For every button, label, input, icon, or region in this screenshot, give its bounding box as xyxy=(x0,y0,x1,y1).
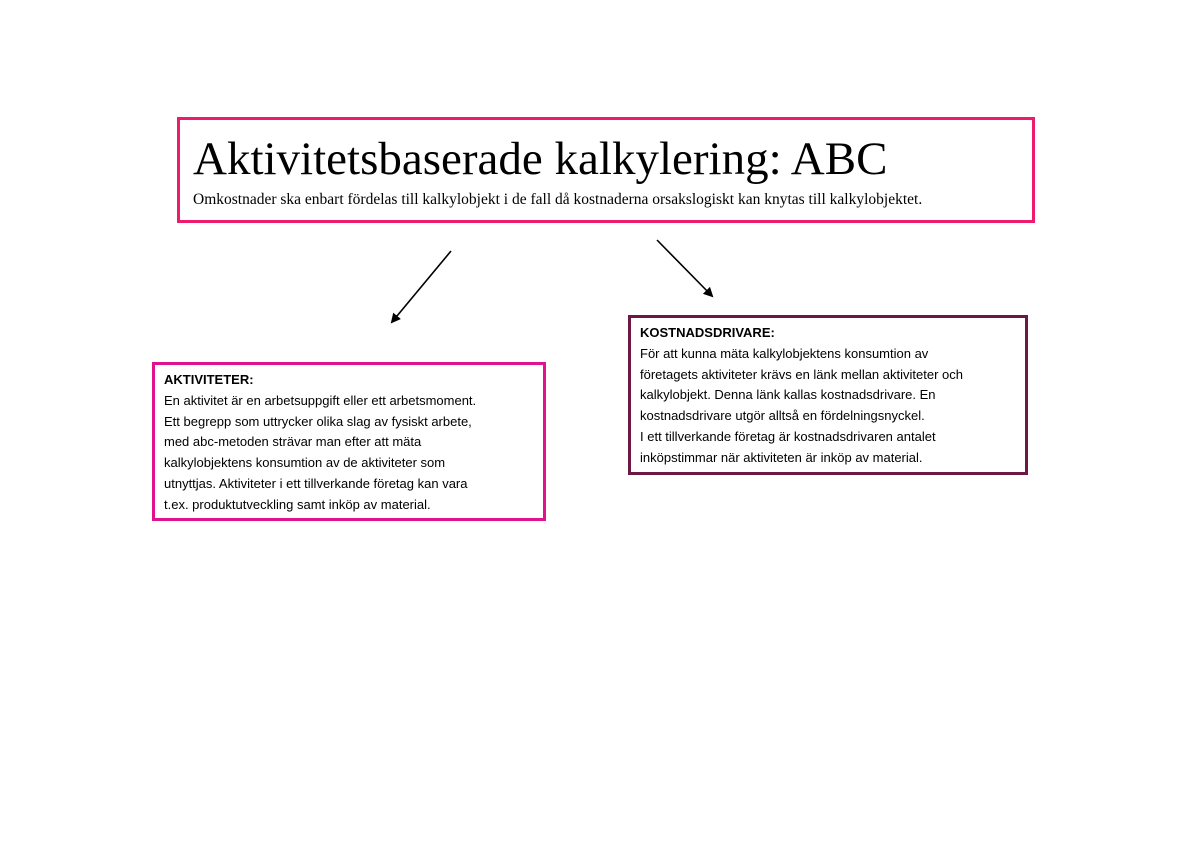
activities-line: med abc-metoden strävar man efter att mäta xyxy=(164,434,422,450)
activities-line: t.ex. produktutveckling samt inköp av material. xyxy=(164,496,431,512)
arrow-to-drivers xyxy=(657,240,712,296)
cost-drivers-line: I ett tillverkande företag är kostnadsdrivaren antalet xyxy=(640,428,936,444)
arrow-to-activities xyxy=(392,251,451,322)
activities-line: Ett begrepp som uttrycker olika slag av fysiskt arbete, xyxy=(164,413,472,429)
cost-drivers-line: inköpstimmar när aktiviteten är inköp av material. xyxy=(640,449,923,465)
cost-drivers-line: kostnadsdrivare utgör alltså en fördelningsnyckel. xyxy=(640,408,925,424)
cost-drivers-heading: KOSTNADSDRIVARE: xyxy=(640,325,775,340)
activities-line: utnyttjas. Aktiviteter i ett tillverkande företag kan vara xyxy=(164,475,468,491)
activities-line: kalkylobjektens konsumtion av de aktiviteter som xyxy=(164,455,446,471)
activities-box xyxy=(152,362,546,521)
cost-drivers-box xyxy=(628,315,1028,475)
activities-heading: AKTIVITETER: xyxy=(164,372,254,387)
cost-drivers-line: kalkylobjekt. Denna länk kallas kostnadsdrivare. En xyxy=(640,387,936,403)
cost-drivers-line: För att kunna mäta kalkylobjektens konsumtion av xyxy=(640,345,929,361)
activities-line: En aktivitet är en arbetsuppgift eller ett arbetsmoment. xyxy=(164,392,477,408)
main-concept-box xyxy=(177,117,1035,223)
main-subtitle: Omkostnader ska enbart fördelas till kalkylobjekt i de fall då kostnaderna orsakslogiskt kan knytas till kalkylobjektet. xyxy=(193,191,923,208)
cost-drivers-line: företagets aktiviteter krävs en länk mellan aktiviteter och xyxy=(640,366,963,382)
main-title: Aktivitetsbaserade kalkylering: ABC xyxy=(193,133,888,185)
